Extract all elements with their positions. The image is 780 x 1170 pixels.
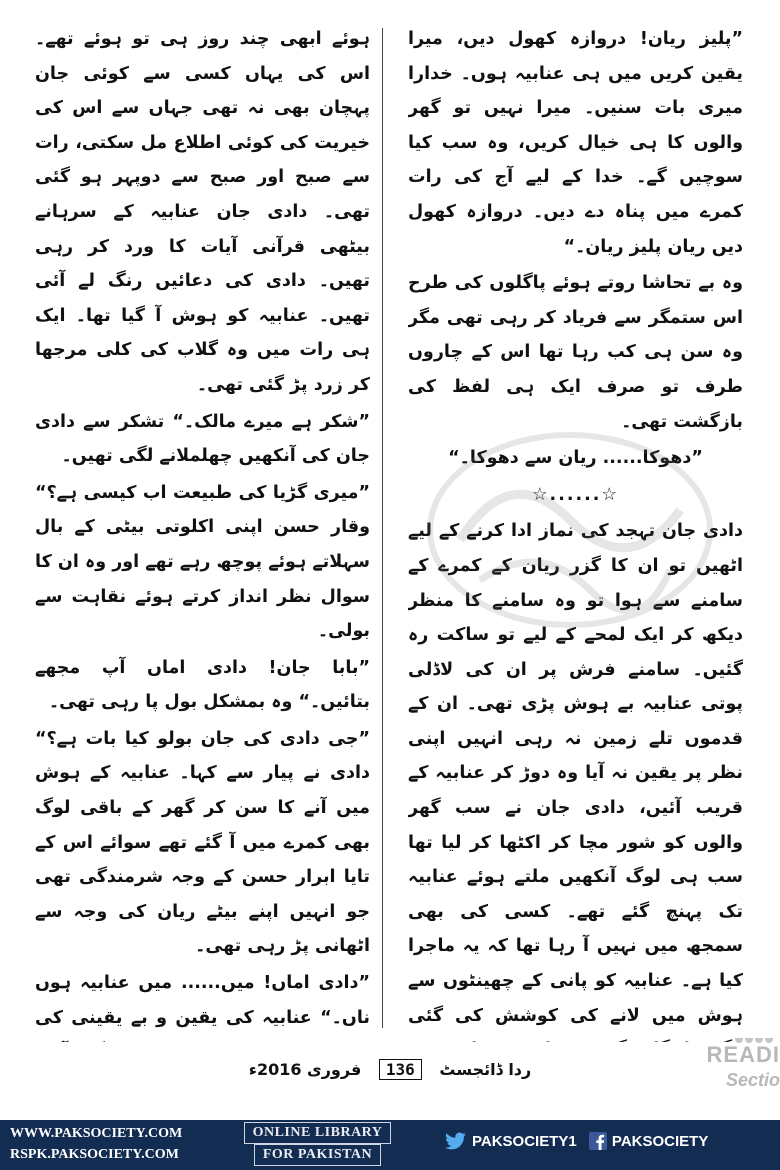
paragraph: ”میری گڑیا کی طبیعت اب کیسی ہے؟“ وقار حسن اپنی اکلوتی بیٹی کے بال سہلاتے ہوئے پوچھ رہے تھے اور وہ ان کا سوال نظر انداز کرتے ہوئے نقاہت سے بولی۔ — [35, 482, 370, 642]
paragraph: ”بابا جان! دادی اماں آپ مجھے بتائیں۔“ وہ بمشکل بول پا رہی تھی۔ — [35, 657, 370, 713]
twitter-icon — [445, 1132, 467, 1150]
paragraph: ”دادی اماں! میں...... میں عنابیہ ہوں ناں۔“ عنابیہ کی یقین و بے یقینی کی — [35, 973, 370, 1028]
right-column — [408, 22, 743, 1042]
paragraph: ”دھوکا...... ریان سے دھوکا۔“ — [448, 448, 703, 469]
site-link[interactable]: WWW.PAKSOCIETY.COM — [10, 1126, 183, 1141]
paragraph: دادی جان تہجد کی نماز ادا کرنے کے لیے اٹھیں تو ان کا گزر ریان کے کمرے کے سامنے سے ہوا تو وہ سامنے کا منظر دیکھ کر ایک لمحے کے لیے تو ساکت رہ گئیں۔ سامنے فرش پر ان کی لاڈلی پوتی عنابیہ بے ہوش پڑی تھی۔ ان کے قدموں تلے زمین نہ رہی انہیں اپنی نظر پر یقین نہ آیا وہ دوڑ کر عنابیہ کے قریب آئیں، دادی جان نے سب گھر والوں کو شور مچا کر اکٹھا کر لیا تھا سب ہی لوگ آنکھیں ملتے ہوئے عنابیہ تک پہنچ گئے تھے۔ کسی کی بھی سمجھ میں نہیں آ رہا تھا کہ یہ ماجرا کیا ہے۔ عنابیہ کو پانی کے چھینٹوں سے ہوش میں لانے کی کوشش کی گئی — [408, 521, 743, 1026]
left-column — [35, 22, 370, 1042]
twitter-link[interactable] — [445, 1132, 577, 1150]
online-library-badge — [240, 1122, 395, 1166]
library-line: ONLINE LIBRARY — [244, 1122, 392, 1144]
page-number: 136 — [379, 1059, 422, 1080]
library-line: FOR PAKISTAN — [254, 1144, 381, 1166]
page-footer-folio — [0, 1060, 780, 1079]
paragraph: ”پلیز ریان! دروازہ کھول دیں، میرا یقین کریں میں ہی عنابیہ ہوں۔ خدارا میری بات سنیں۔ میرا نہیں تو گھر والوں کا ہی خیال کریں، وہ سب کیا سوچیں گے۔ خدا کے لیے آج کی رات کمرے میں پناہ دے دیں۔ دروازہ کھول دیں ریان پلیز ریان۔“ — [408, 29, 743, 257]
section-break: ☆......☆ — [531, 484, 620, 505]
paragraph: ”شکر ہے میرے مالک۔“ تشکر سے دادی جان کی آنکھیں چھلملانے لگی تھیں۔ — [35, 411, 370, 467]
footer-urls — [10, 1123, 182, 1165]
column-divider — [382, 28, 383, 1028]
issue-date: فروری 2016ء — [248, 1060, 362, 1079]
site-footer-banner — [0, 1120, 780, 1170]
facebook-link[interactable] — [589, 1132, 708, 1150]
section-text: Sectio — [725, 1070, 780, 1090]
facebook-handle: PAKSOCIETY — [611, 1132, 709, 1150]
twitter-handle: PAKSOCIETY1 — [472, 1132, 577, 1150]
site-link[interactable]: RSPK.PAKSOCIETY.COM — [10, 1147, 179, 1162]
paragraph: ”جی دادی کی جان بولو کیا بات ہے؟“ دادی نے پیار سے کہا۔ عنابیہ کے ہوش میں آنے کا سن کر گھر کے باقی لوگ بھی کمرے میں آ گئے تھے سوائے اس کے تایا ابرار حسن کے وجہ شرمندگی تھی جو انہیں اپنے بیٹے ریان کی وجہ سے اٹھانی پڑ رہی تھی۔ — [35, 728, 370, 957]
paragraph: وہ بے تحاشا روتے ہوئے پاگلوں کی طرح اس ستمگر سے فریاد کر رہی تھی مگر وہ سن ہی کب رہا تھا اس کے چاروں طرف تو صرف ایک ہی لفظ کی بازگشت تھی۔ — [408, 273, 743, 432]
social-links — [445, 1132, 716, 1154]
facebook-icon — [589, 1132, 607, 1150]
magazine-name: ردا ڈائجسٹ — [439, 1060, 532, 1079]
paragraph: ہوئے ابھی چند روز ہی تو ہوئے تھے۔ اس کی یہاں کسی سے کوئی جان پہچان بھی نہ تھی جہاں سے اس کی خیریت کی کوئی اطلاع مل سکتی، رات سے صبح اور صبح سے دوپہر ہو گئی تھی۔ دادی جان عنابیہ کے سرہانے بیٹھی قرآنی آیات کا ورد کر رہی تھیں۔ دادی کی دعائیں رنگ لے آئی تھیں۔ عنابیہ کو ہوش آ گیا تھا۔ ایک ہی رات میں وہ گلاب کی کلی مرجھا کر زرد پڑ گئی تھی۔ — [35, 29, 370, 395]
readi-text: READI — [706, 1042, 780, 1067]
